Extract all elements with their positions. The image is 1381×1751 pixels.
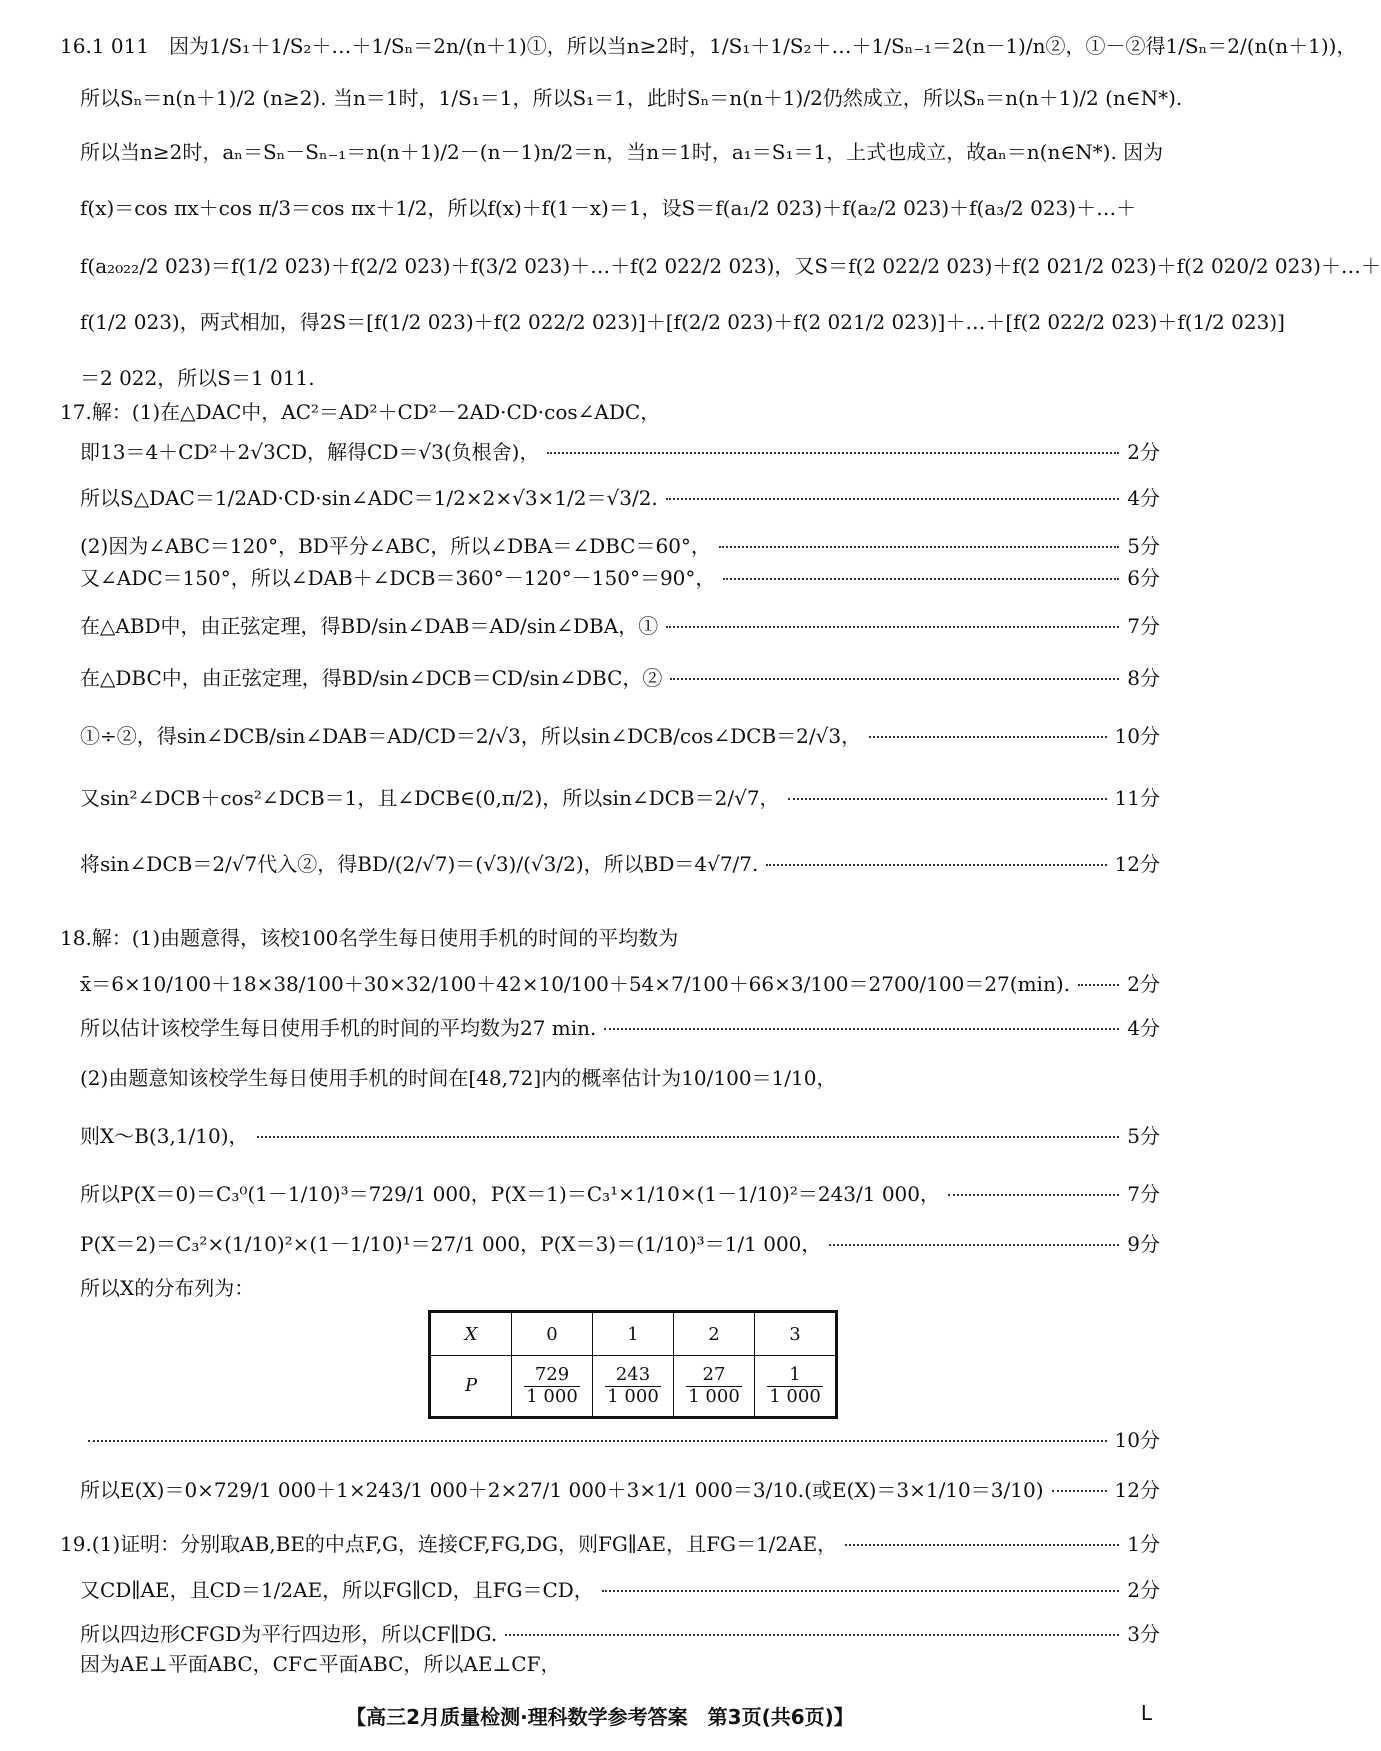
leader-dots — [257, 1136, 1120, 1138]
page-footer-tag: L — [1140, 1701, 1152, 1725]
leader-dots — [719, 546, 1119, 548]
step-points: 12分 — [1114, 1478, 1160, 1502]
step-points: 5分 — [1127, 1124, 1160, 1148]
q17-step-6 — [80, 666, 1160, 691]
q19-step-2 — [80, 1578, 1160, 1603]
step-points: 12分 — [1114, 852, 1160, 876]
q19-step-1 — [60, 1532, 1160, 1557]
table-cell: 1 — [593, 1312, 674, 1356]
q16-line-2: 所以Sₙ＝n(n＋1)/2 (n≥2). 当n＝1时，1/S₁＝1，所以S₁＝1，此时Sₙ＝n(n＋1)/2仍然成立，所以Sₙ＝n(n＋1)/2 (n∈N*). — [80, 86, 1183, 110]
q18-step-7: 所以X的分布列为： — [80, 1276, 255, 1300]
step-text: 19.(1)证明：分别取AB,BE的中点F,G，连接CF,FG,DG，则FG∥AE，且FG＝1/2AE， — [60, 1532, 838, 1556]
q17-step-5 — [80, 614, 1160, 639]
q16-line-1: 16.1 011 因为1/S₁＋1/S₂＋…＋1/Sₙ＝2n/(n＋1)①，所以当n≥2时，1/S₁＋1/S₂＋…＋1/Sₙ₋₁＝2(n－1)/n②，①－②得1/Sₙ＝2/(n(n＋1))， — [60, 34, 1357, 58]
step-text: (2)因为∠ABC＝120°，BD平分∠ABC，所以∠DBA＝∠DBC＝60°， — [80, 534, 711, 558]
table-header-p: P — [430, 1356, 512, 1418]
step-text: 所以估计该校学生每日使用手机的时间的平均数为27 min. — [80, 1016, 597, 1040]
step-points: 9分 — [1127, 1232, 1160, 1256]
step-points: 10分 — [1114, 724, 1160, 748]
fraction-denominator: 1 000 — [526, 1385, 578, 1407]
leader-dots — [723, 578, 1119, 580]
table-header-x: X — [430, 1312, 512, 1356]
fraction-denominator: 1 000 — [688, 1385, 740, 1407]
table-row — [430, 1356, 837, 1418]
leader-dots — [948, 1194, 1119, 1196]
q17-step-9 — [80, 852, 1160, 877]
step-points: 2分 — [1127, 972, 1160, 996]
step-points: 1分 — [1127, 1532, 1160, 1556]
leader-dots — [670, 678, 1119, 680]
q18-step-9 — [80, 1478, 1160, 1503]
table-cell: 2 — [674, 1312, 755, 1356]
q18-step-3: (2)由题意知该校学生每日使用手机的时间在[48,72]内的概率估计为10/100＝1/10， — [80, 1066, 837, 1090]
q16-line-7: ＝2 022，所以S＝1 011. — [80, 366, 315, 390]
step-text: 又∠ADC＝150°，所以∠DAB＋∠DCB＝360°－120°－150°＝90°， — [80, 566, 716, 590]
step-points: 2分 — [1127, 440, 1160, 464]
q18-step-4 — [80, 1124, 1160, 1149]
leader-dots — [766, 864, 1106, 866]
q17-step-4 — [80, 566, 1160, 591]
step-text: P(X＝2)＝C₃²×(1/10)²×(1－1/10)¹＝27/1 000，P(X＝3)＝(1/10)³＝1/1 000， — [80, 1232, 822, 1256]
step-points: 6分 — [1127, 566, 1160, 590]
table-cell: 0 — [512, 1312, 593, 1356]
leader-dots — [547, 452, 1119, 454]
fraction — [524, 1365, 580, 1407]
leader-dots — [788, 798, 1107, 800]
leader-dots — [602, 1590, 1119, 1592]
table-row — [430, 1312, 837, 1356]
leader-dots — [666, 498, 1119, 500]
fraction — [767, 1365, 823, 1407]
q18-step-6 — [80, 1232, 1160, 1257]
q18-step-2 — [80, 1016, 1160, 1041]
fraction-numerator: 243 — [605, 1365, 661, 1387]
step-points: 5分 — [1127, 534, 1160, 558]
step-text: 将sin∠DCB＝2/√7代入②，得BD/(2/√7)＝(√3)/(√3/2)，所以BD＝4√7/7. — [80, 852, 759, 876]
fraction-denominator: 1 000 — [769, 1385, 821, 1407]
q17-step-3 — [80, 534, 1160, 559]
q18-step-8 — [80, 1428, 1160, 1453]
q18-header: 18.解：(1)由题意得，该校100名学生每日使用手机的时间的平均数为 — [60, 926, 679, 950]
leader-dots — [505, 1634, 1119, 1636]
table-cell — [512, 1356, 593, 1418]
step-points: 4分 — [1127, 486, 1160, 510]
q19-step-3 — [80, 1622, 1160, 1647]
q16-line-3: 所以当n≥2时，aₙ＝Sₙ－Sₙ₋₁＝n(n＋1)/2－(n－1)n/2＝n，当n＝1时，a₁＝S₁＝1，上式也成立，故aₙ＝n(n∈N*). 因为 — [80, 140, 1164, 164]
page-footer: 【高三2月质量检测·理科数学参考答案 第3页(共6页)】 — [346, 1705, 854, 1729]
fraction-denominator: 1 000 — [607, 1385, 659, 1407]
step-text: 即13＝4＋CD²＋2√3CD，解得CD＝√3(负根舍)， — [80, 440, 540, 464]
distribution-table-wrap — [428, 1310, 838, 1419]
step-points: 3分 — [1127, 1622, 1160, 1646]
leader-dots — [604, 1028, 1119, 1030]
step-text: x̄＝6×10/100＋18×38/100＋30×32/100＋42×10/100＋54×7/100＋66×3/100＝2700/100＝27(min). — [80, 972, 1070, 996]
fraction-numerator: 1 — [767, 1365, 823, 1387]
table-cell: 3 — [755, 1312, 837, 1356]
fraction-numerator: 27 — [686, 1365, 742, 1387]
leader-dots — [1078, 984, 1119, 986]
leader-dots — [869, 736, 1106, 738]
q17-step-2 — [80, 486, 1160, 511]
q17-step-8 — [80, 786, 1160, 811]
fraction — [686, 1365, 742, 1407]
step-points: 10分 — [1114, 1428, 1160, 1452]
step-text: 则X～B(3,1/10)， — [80, 1124, 249, 1148]
step-text: 所以P(X＝0)＝C₃⁰(1－1/10)³＝729/1 000，P(X＝1)＝C₃¹×1/10×(1－1/10)²＝243/1 000， — [80, 1182, 941, 1206]
step-text: 又CD∥AE，且CD＝1/2AE，所以FG∥CD，且FG＝CD， — [80, 1578, 594, 1602]
leader-dots — [1052, 1490, 1107, 1492]
step-text: ①÷②，得sin∠DCB/sin∠DAB＝AD/CD＝2/√3，所以sin∠DCB/cos∠DCB＝2/√3， — [80, 724, 862, 748]
q19-step-4: 因为AE⊥平面ABC，CF⊂平面ABC，所以AE⊥CF， — [80, 1652, 561, 1676]
fraction — [605, 1365, 661, 1407]
table-cell — [674, 1356, 755, 1418]
leader-dots — [829, 1244, 1119, 1246]
step-text: 所以S△DAC＝1/2AD·CD·sin∠ADC＝1/2×2×√3×1/2＝√3/2. — [80, 486, 658, 510]
step-text: 又sin²∠DCB＋cos²∠DCB＝1，且∠DCB∈(0,π/2)，所以sin∠DCB＝2/√7， — [80, 786, 780, 810]
q17-step-1 — [80, 440, 1160, 465]
step-points: 8分 — [1127, 666, 1160, 690]
step-points: 4分 — [1127, 1016, 1160, 1040]
fraction-numerator: 729 — [524, 1365, 580, 1387]
q16-line-4: f(x)＝cos πx＋cos π/3＝cos πx＋1/2，所以f(x)＋f(1－x)＝1，设S＝f(a₁/2 023)＋f(a₂/2 023)＋f(a₃/2 023)＋…＋ — [80, 196, 1137, 220]
table-cell — [593, 1356, 674, 1418]
leader-dots — [88, 1440, 1107, 1442]
step-points: 7分 — [1127, 614, 1160, 638]
q17-step-7 — [80, 724, 1160, 749]
step-text: 在△DBC中，由正弦定理，得BD/sin∠DCB＝CD/sin∠DBC，② — [80, 666, 663, 690]
step-text: 所以四边形CFGD为平行四边形，所以CF∥DG. — [80, 1622, 498, 1646]
leader-dots — [845, 1544, 1119, 1546]
step-points: 2分 — [1127, 1578, 1160, 1602]
q18-step-1 — [80, 972, 1160, 997]
q16-line-6: f(1/2 023)，两式相加，得2S＝[f(1/2 023)＋f(2 022/2 023)]＋[f(2/2 023)＋f(2 021/2 023)]＋…＋[f(2 022/2 023)＋f(1/2 023)] — [80, 310, 1285, 334]
step-points: 11分 — [1114, 786, 1160, 810]
table-cell — [755, 1356, 837, 1418]
q16-line-5: f(a₂₀₂₂/2 023)＝f(1/2 023)＋f(2/2 023)＋f(3/2 023)＋…＋f(2 022/2 023)，又S＝f(2 022/2 023)＋f(2 021/2 023)＋f(2 020/2 023)＋…＋ — [80, 254, 1381, 278]
step-text: 在△ABD中，由正弦定理，得BD/sin∠DAB＝AD/sin∠DBA，① — [80, 614, 659, 638]
q18-step-5 — [80, 1182, 1160, 1207]
step-points: 7分 — [1127, 1182, 1160, 1206]
q17-header: 17.解：(1)在△DAC中，AC²＝AD²＋CD²－2AD·CD·cos∠ADC， — [60, 400, 661, 424]
leader-dots — [666, 626, 1119, 628]
distribution-table — [428, 1310, 838, 1419]
step-text: 所以E(X)＝0×729/1 000＋1×243/1 000＋2×27/1 000＋3×1/1 000＝3/10.(或E(X)＝3×1/10＝3/10) — [80, 1478, 1044, 1502]
